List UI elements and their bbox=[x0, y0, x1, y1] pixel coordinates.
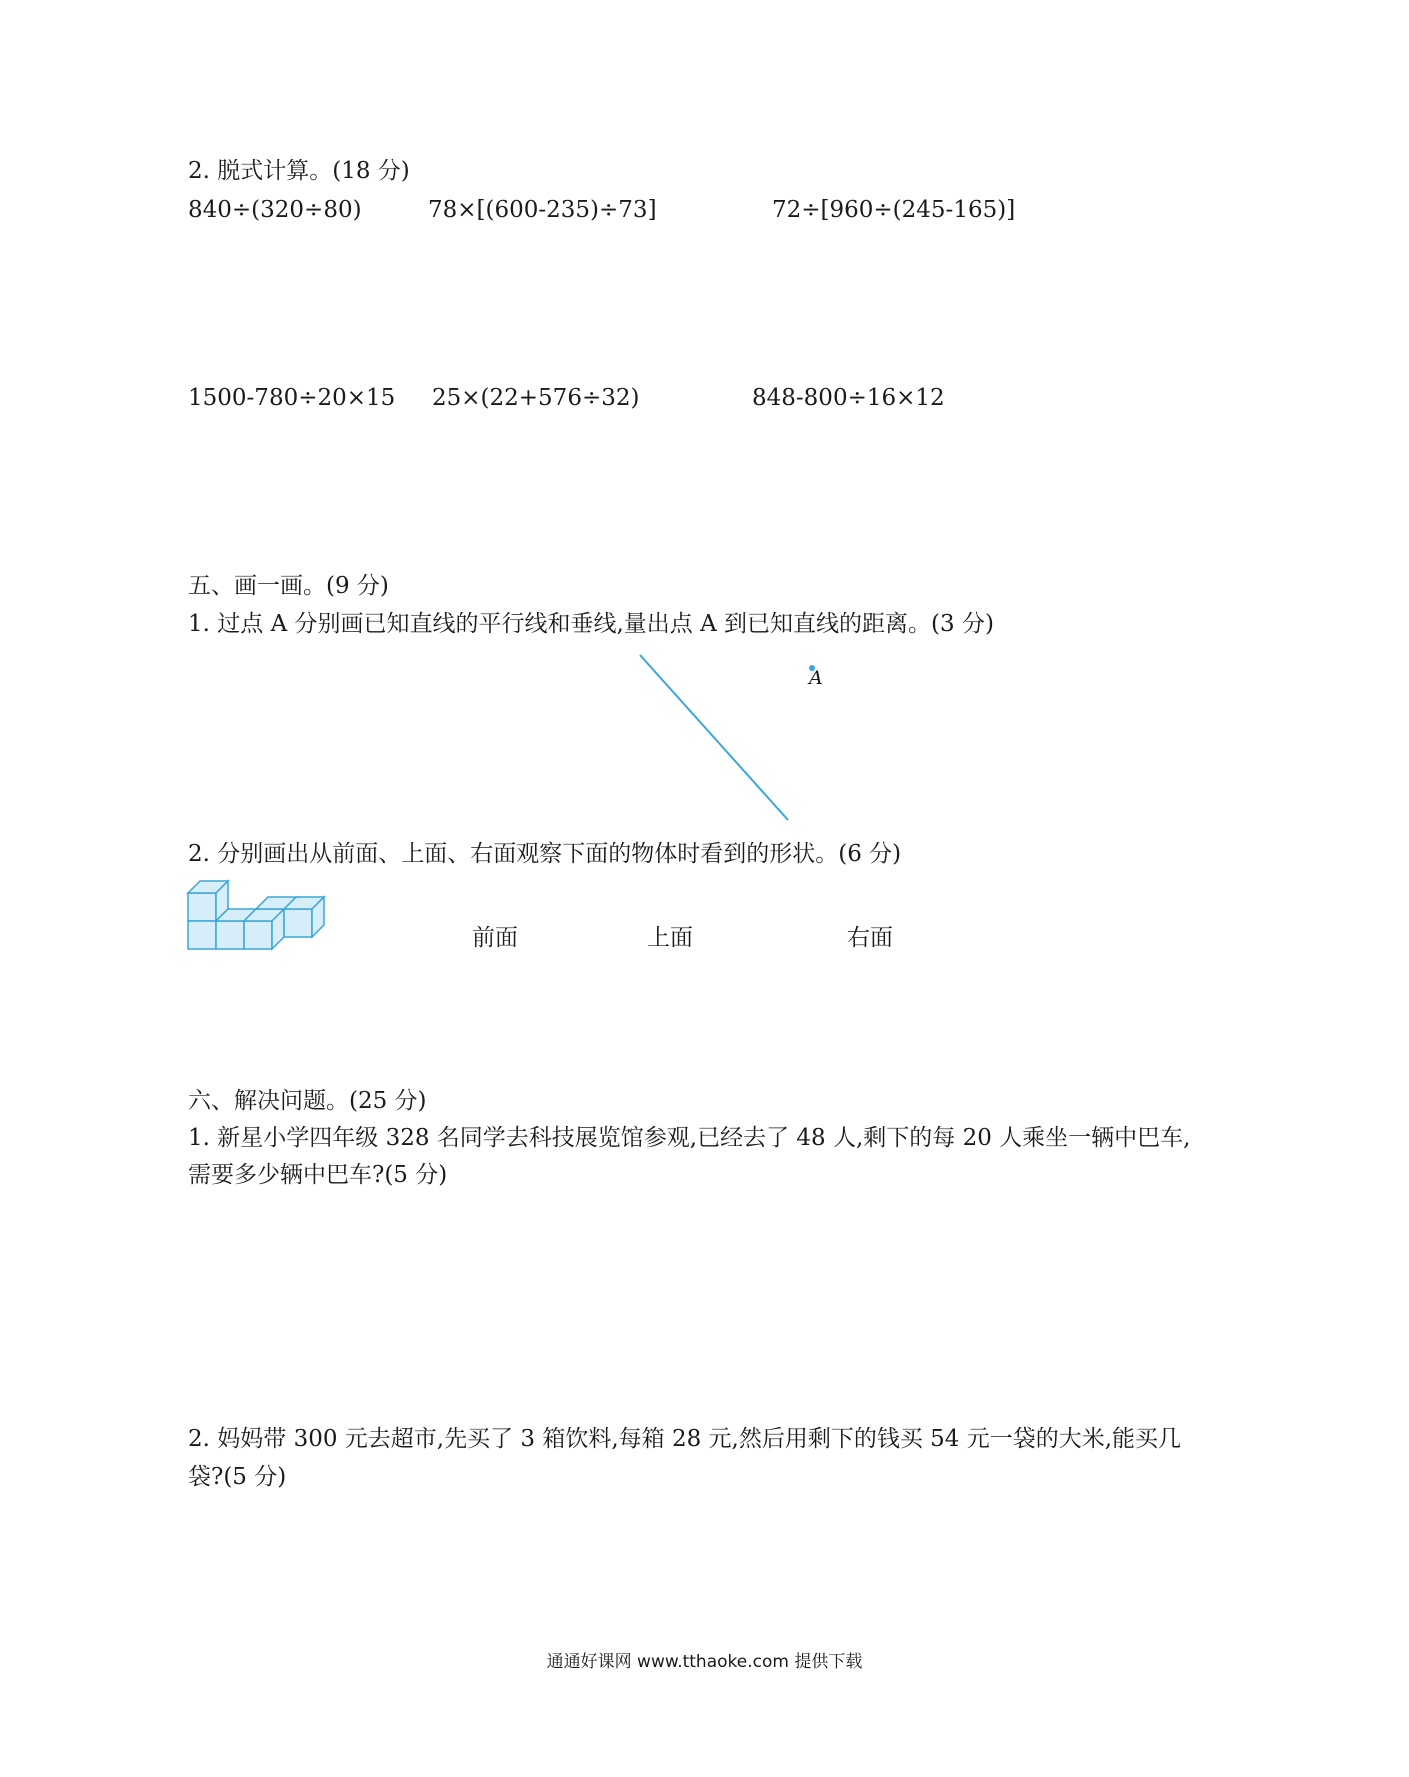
problem-2-line-2: 袋?(5 分) bbox=[188, 1464, 287, 1490]
calc-question-title: 2. 脱式计算。(18 分) bbox=[188, 158, 410, 184]
expression-4: 1500-780÷20×15 bbox=[188, 385, 396, 411]
expression-2: 78×[(600-235)÷73] bbox=[428, 197, 657, 223]
draw-question-2: 2. 分别画出从前面、上面、右面观察下面的物体时看到的形状。(6 分) bbox=[188, 841, 902, 867]
expression-1: 840÷(320÷80) bbox=[188, 197, 362, 223]
point-a-label: A bbox=[809, 667, 823, 689]
footer-credit: 通通好课网 www.tthaoke.com 提供下载 bbox=[546, 1652, 863, 1672]
draw-question-1: 1. 过点 A 分别画已知直线的平行线和垂线,量出点 A 到已知直线的距离。(3 分) bbox=[188, 611, 994, 637]
section-six-title: 六、解决问题。(25 分) bbox=[188, 1088, 427, 1114]
expression-3: 72÷[960÷(245-165)] bbox=[772, 197, 1016, 223]
expression-6: 848-800÷16×12 bbox=[752, 385, 945, 411]
problem-1-line-1: 1. 新星小学四年级 328 名同学去科技展览馆参观,已经去了 48 人,剩下的每 20 人乘坐一辆中巴车, bbox=[188, 1125, 1191, 1151]
given-line bbox=[640, 655, 788, 820]
view-label-front: 前面 bbox=[472, 925, 518, 951]
view-label-right: 右面 bbox=[847, 925, 893, 951]
section-five-title: 五、画一画。(9 分) bbox=[188, 573, 389, 599]
expression-5: 25×(22+576÷32) bbox=[432, 385, 640, 411]
problem-2-line-1: 2. 妈妈带 300 元去超市,先买了 3 箱饮料,每箱 28 元,然后用剩下的钱买 54 元一袋的大米,能买几 bbox=[188, 1426, 1182, 1452]
cube-figure bbox=[188, 881, 324, 949]
problem-1-line-2: 需要多少辆中巴车?(5 分) bbox=[188, 1162, 448, 1188]
view-label-top: 上面 bbox=[647, 925, 693, 951]
